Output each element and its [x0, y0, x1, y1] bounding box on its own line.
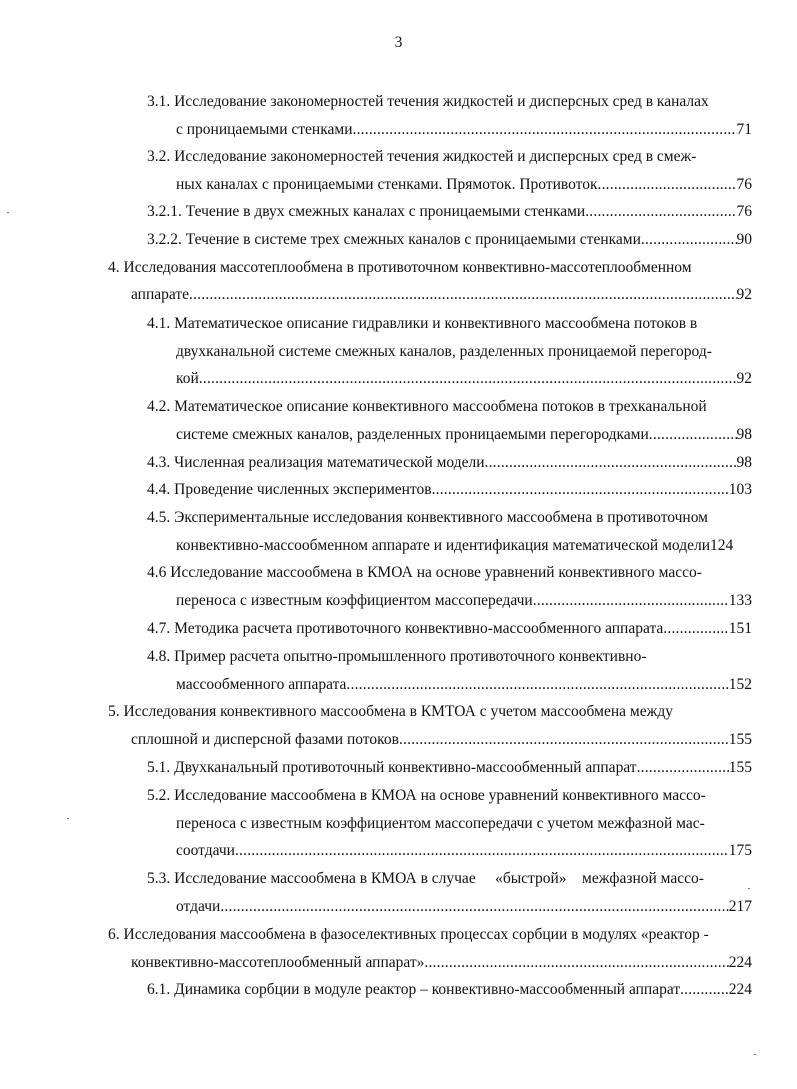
toc-entry-3-2-line1: 3.2. Исследование закономерностей течения жидкостей и дисперсных сред в смеж-: [147, 148, 697, 165]
toc-entry-4-2-line2: системе смежных каналов, разделенных проницаемыми перегородками ..... 98: [176, 425, 752, 445]
scan-speck: [67, 818, 69, 819]
toc-entry-4-8-line1: 4.8. Пример расчета опытно-промышленного противоточного конвективно-: [147, 648, 647, 665]
page-ref: 224: [728, 981, 752, 998]
toc-entry-4-3: 4.3. Численная реализация математической модели ..... 98: [147, 453, 752, 473]
page-ref: 92: [736, 286, 752, 303]
page-ref: 98: [736, 426, 752, 443]
page-ref: 155: [728, 759, 752, 776]
toc-entry-4-4: 4.4. Проведение численных экспериментов ..... 103: [147, 480, 752, 500]
toc-entry-3-1-line1: 3.1. Исследование закономерностей течения жидкостей и дисперсных сред в каналах: [147, 93, 709, 110]
toc-entry-3-2-1: 3.2.1. Течение в двух смежных каналах с проницаемыми стенками ..... 76: [147, 202, 752, 222]
toc-entry-5-2-line1: 5.2. Исследование массообмена в КМОА на основе уравнений конвективного массо-: [147, 787, 706, 804]
page-ref: 124: [710, 537, 734, 554]
page-ref: 217: [728, 898, 752, 915]
toc-entry-4-line2: аппарате ..... 92: [131, 285, 752, 305]
toc-entry-4-line1: 4. Исследования массотеплообмена в противоточном конвективно-массотеплообменном: [108, 259, 692, 276]
scan-speck: [7, 212, 9, 213]
page-ref: 90: [736, 231, 752, 248]
toc-entry-4-8-line2: массообменного аппарата ..... 152: [176, 675, 752, 695]
toc-entry-3-1-line2: с проницаемыми стенками ..... 71: [176, 120, 752, 140]
toc-entry-4-7: 4.7. Методика расчета противоточного конвективно-массообменного аппарата ..... 151: [147, 619, 752, 639]
page-ref: 103: [728, 481, 752, 498]
page-ref: 175: [728, 842, 752, 859]
toc-entry-5-3-line2: отдачи ..... 217: [176, 897, 752, 917]
toc-entry-5-1: 5.1. Двухканальный противоточный конвективно-массообменный аппарат ..... 155: [147, 758, 752, 778]
page-ref: 133: [728, 592, 752, 609]
page-number: 3: [394, 34, 403, 51]
toc-entry-6-line1: 6. Исследования массообмена в фазоселективных процессах сорбции в модулях «реактор -: [108, 926, 709, 943]
toc-entry-5-2-line2: переноса с известным коэффициентом массопередачи с учетом межфазной мас-: [176, 815, 705, 832]
toc-entry-4-1-line1: 4.1. Математическое описание гидравлики и конвективного массообмена потоков в: [147, 315, 698, 332]
page-ref: 92: [736, 370, 752, 387]
toc-entry-3-2-line2: ных каналах с проницаемыми стенками. Прямоток. Противоток ..... 76: [176, 175, 752, 195]
scan-speck: [748, 888, 750, 889]
toc-entry-4-1-line3: кой ..... 92: [176, 369, 752, 389]
scan-speck: [754, 1054, 756, 1055]
toc-entry-4-1-line2: двухканальной системе смежных каналов, разделенных проницаемой перегород-: [176, 343, 712, 360]
toc-entry-4-5-line2: конвективно-массообменном аппарате и идентификация математической модели 124: [176, 537, 734, 554]
toc-entry-4-6-line1: 4.6 Исследование массообмена в КМОА на основе уравнений конвективного массо-: [147, 564, 702, 581]
page-ref: 76: [736, 203, 752, 220]
toc-entry-6-1: 6.1. Динамика сорбции в модуле реактор – конвективно-массообменный аппарат ..... 224: [147, 980, 752, 1000]
page-ref: 152: [728, 676, 752, 693]
toc-entry-4-6-line2: переноса с известным коэффициентом массопередачи ..... 133: [176, 591, 752, 611]
page-ref: 151: [728, 620, 752, 637]
toc-entry-5-2-line3: соотдачи ..... 175: [176, 841, 752, 861]
toc-entry-4-2-line1: 4.2. Математическое описание конвективного массообмена потоков в трехканальной: [147, 398, 707, 415]
page-ref: 76: [736, 176, 752, 193]
toc-entry-5-line1: 5. Исследования конвективного массообмена в КМТОА с учетом массообмена между: [108, 703, 673, 720]
page-ref: 224: [728, 954, 752, 971]
page-ref: 155: [728, 731, 752, 748]
toc-entry-4-5-line1: 4.5. Экспериментальные исследования конвективного массообмена в противоточном: [147, 509, 708, 526]
toc-entry-3-2-2: 3.2.2. Течение в системе трех смежных каналов с проницаемыми стенками ..... 90: [147, 230, 752, 250]
toc-entry-5-line2: сплошной и дисперсной фазами потоков ..... 155: [131, 730, 752, 750]
page-ref: 71: [736, 121, 752, 138]
page-ref: 98: [736, 454, 752, 471]
toc-entry-5-3-line1: 5.3. Исследование массообмена в КМОА в случае «быстрой» межфазной массо-: [147, 870, 704, 887]
toc-entry-6-line2: конвективно-массотеплообменный аппарат» ..... 224: [131, 953, 752, 973]
